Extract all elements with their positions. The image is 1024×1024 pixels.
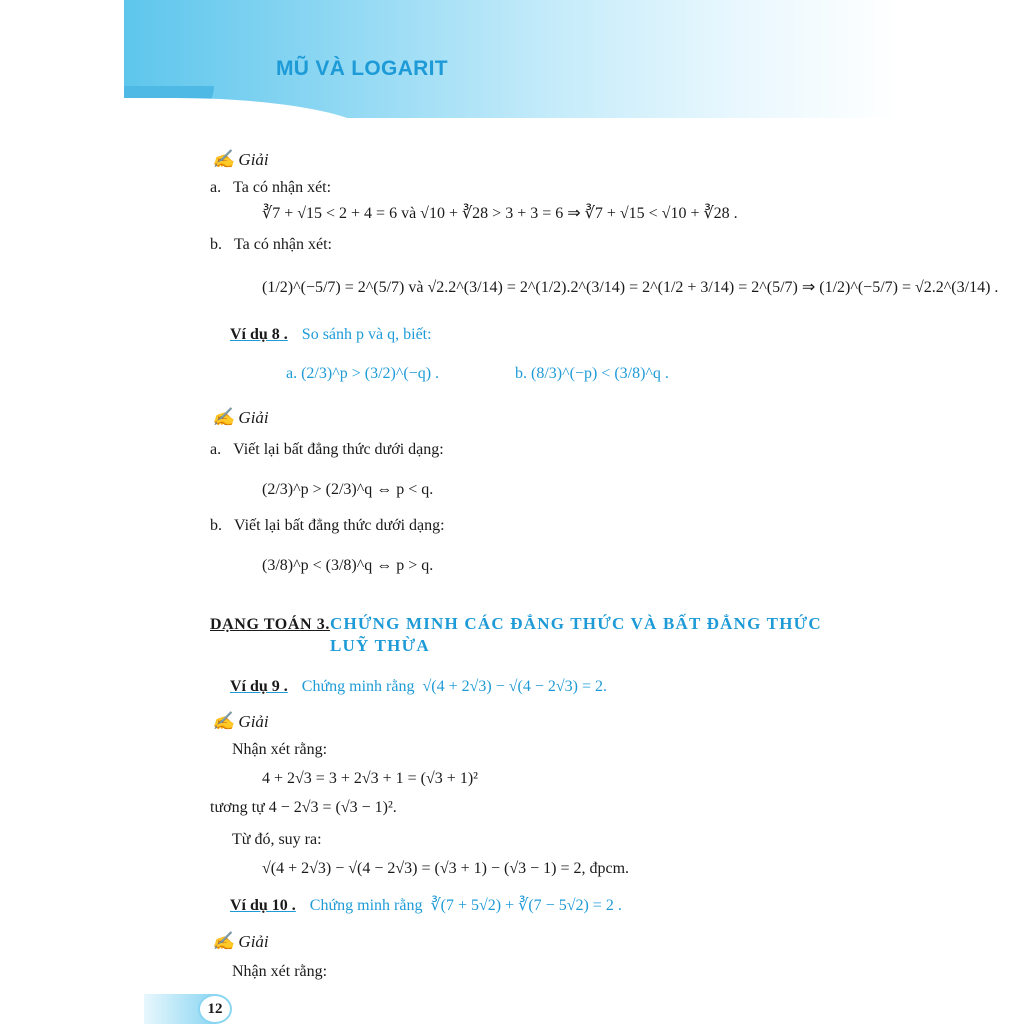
sol1-a-math: ∛7 + √15 < 2 + 4 = 6 và √10 + ∛28 > 3 + 3 = 6 ⇒ ∛7 + √15 < √10 + ∛28 .: [262, 205, 738, 222]
sol8-b-line: b. Viết lại bất đẳng thức dưới dạng:: [210, 517, 445, 534]
sol1-b-line: b. Ta có nhận xét:: [210, 236, 332, 253]
solution-heading: ✍ Giải: [212, 149, 269, 169]
section-title-line1: CHỨNG MINH CÁC ĐẲNG THỨC VÀ BẤT ĐẲNG THỨC: [330, 614, 822, 633]
example-9: Ví dụ 9 . Chứng minh rằng √(4 + 2√3) − √(4 − 2√3) = 2.: [230, 678, 607, 695]
solution-heading: ✍ Giải: [212, 711, 269, 731]
pencil-icon: ✍: [212, 149, 235, 169]
sol8-a-math: (2/3)^p > (2/3)^q ⇔ p < q.: [262, 481, 434, 498]
sol8-a-line: a. Viết lại bất đẳng thức dưới dạng:: [210, 441, 444, 458]
sol9-m1: 4 + 2√3 = 3 + 2√3 + 1 = (√3 + 1)²: [262, 770, 478, 787]
sol9-m2: tương tự 4 − 2√3 = (√3 − 1)².: [210, 799, 397, 816]
example-8-b: b. (8/3)^(−p) < (3/8)^q .: [515, 365, 669, 382]
example-10: Ví dụ 10 . Chứng minh rằng ∛(7 + 5√2) + ∛(7 − 5√2) = 2 .: [230, 897, 622, 914]
pencil-icon: ✍: [212, 711, 235, 731]
section-title-line2: LUỸ THỪA: [330, 636, 430, 655]
pencil-icon: ✍: [212, 931, 235, 951]
example-8: Ví dụ 8 . So sánh p và q, biết:: [230, 326, 432, 343]
pencil-icon: ✍: [212, 407, 235, 427]
chapter-title: MŨ VÀ LOGARIT: [276, 57, 448, 80]
sol10-note: Nhận xét rằng:: [232, 963, 328, 980]
sol9-note: Nhận xét rằng:: [232, 741, 328, 758]
sol1-a-line: a. Ta có nhận xét:: [210, 179, 332, 196]
sol9-t2: Từ đó, suy ra:: [232, 831, 322, 848]
sol1-b-math: (1/2)^(−5/7) = 2^(5/7) và √2.2^(3/14) = 2^(1/2).2^(3/14) = 2^(1/2 + 3/14) = 2^(5/7) ⇒ (1/2)^(−5/7) = √2.2^(3/14) .: [262, 279, 999, 296]
section-label: DẠNG TOÁN 3.: [210, 616, 330, 633]
solution-heading: ✍ Giải: [212, 407, 269, 427]
page-number: 12: [198, 994, 232, 1024]
sol9-m3: √(4 + 2√3) − √(4 − 2√3) = (√3 + 1) − (√3 − 1) = 2, đpcm.: [262, 860, 630, 877]
example-8-a: a. (2/3)^p > (3/2)^(−q) .: [286, 365, 440, 382]
sol8-b-math: (3/8)^p < (3/8)^q ⇔ p > q.: [262, 557, 434, 574]
solution-heading: ✍ Giải: [212, 931, 269, 951]
